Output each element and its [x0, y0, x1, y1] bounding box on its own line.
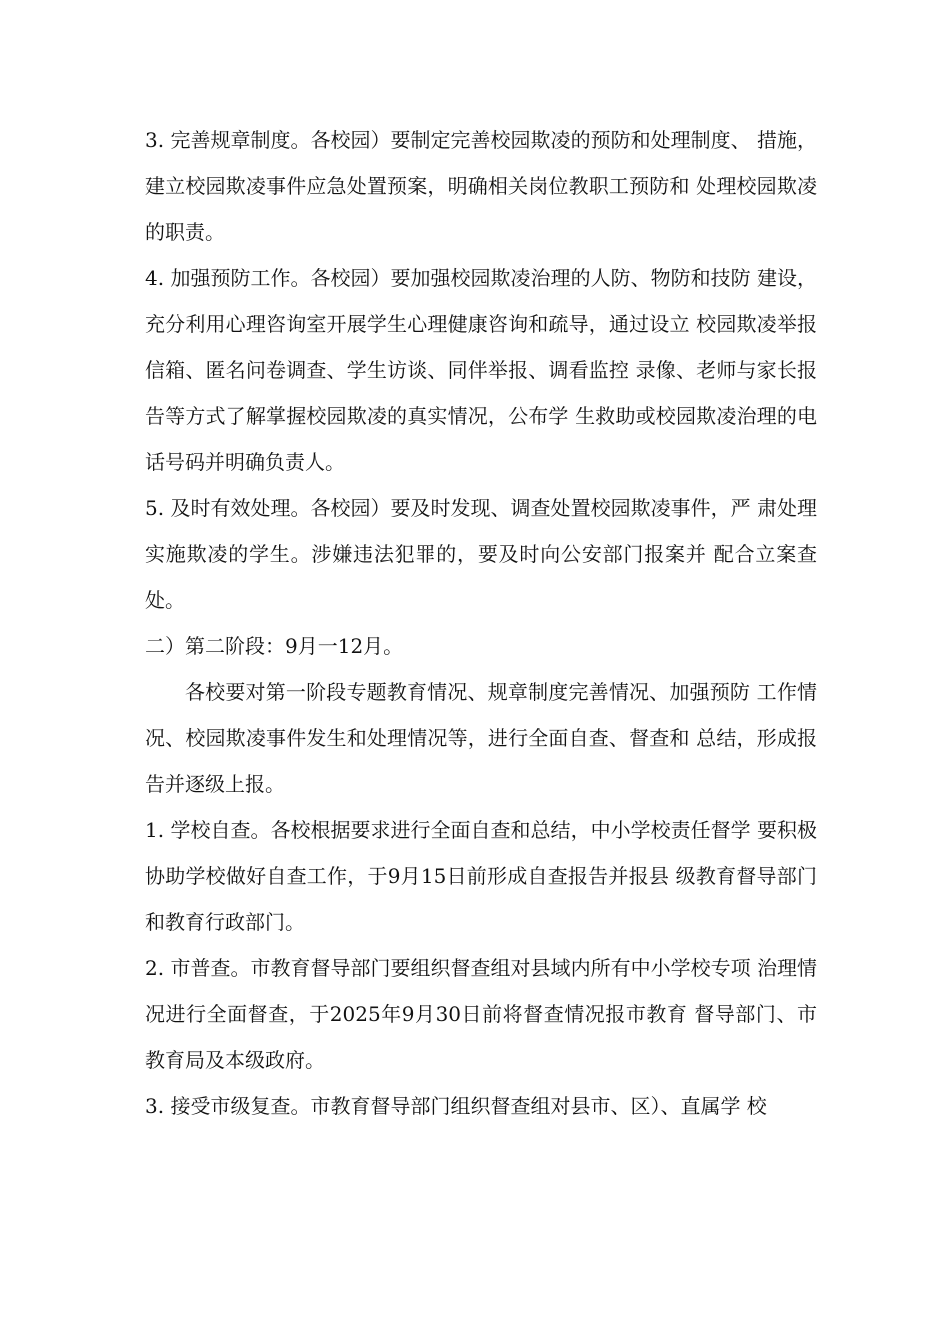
document-body	[145, 117, 817, 1129]
paragraph-city-inspection: 2. 市普查。市教育督导部门要组织督查组对县域内所有中小学校专项 治理情况进行全面督查，于2025年9月30日前将督查情况报市教育 督导部门、市教育局及本级政府。	[145, 956, 817, 1072]
paragraph-city-review: 3. 接受市级复查。市教育督导部门组织督查组对县市、区）、直属学 校	[145, 1094, 767, 1118]
paragraph-prevention: 4. 加强预防工作。各校园）要加强校园欺凌治理的人防、物防和技防 建设，充分利用心理咨询室开展学生心理健康咨询和疏导，通过设立 校园欺凌举报信箱、匿名问卷调查、学生访谈、同伴举报、调看监控 录像、老师与家长报告等方式了解掌握校园欺凌的真实情况，公布学 生救助或校园欺凌治理的电话号码并明确负责人。	[145, 266, 817, 474]
paragraph-regulations: 3. 完善规章制度。各校园）要制定完善校园欺凌的预防和处理制度、 措施，建立校园欺凌事件应急处置预案，明确相关岗位教职工预防和 处理校园欺凌的职责。	[145, 128, 817, 244]
paragraph-phase-two-intro: 各校要对第一阶段专题教育情况、规章制度完善情况、加强预防 工作情况、校园欺凌事件发生和处理情况等，进行全面自查、督查和 总结，形成报告并逐级上报。	[145, 680, 817, 796]
paragraph-school-self-check: 1. 学校自查。各校根据要求进行全面自查和总结，中小学校责任督学 要积极协助学校做好自查工作，于9月15日前形成自查报告并报县 级教育督导部门和教育行政部门。	[145, 818, 817, 934]
section-heading-phase-two: 二）第二阶段：9月一12月。	[145, 634, 404, 658]
paragraph-handling: 5. 及时有效处理。各校园）要及时发现、调查处置校园欺凌事件，严 肃处理实施欺凌的学生。涉嫌违法犯罪的，要及时向公安部门报案并 配合立案查处。	[145, 496, 817, 612]
